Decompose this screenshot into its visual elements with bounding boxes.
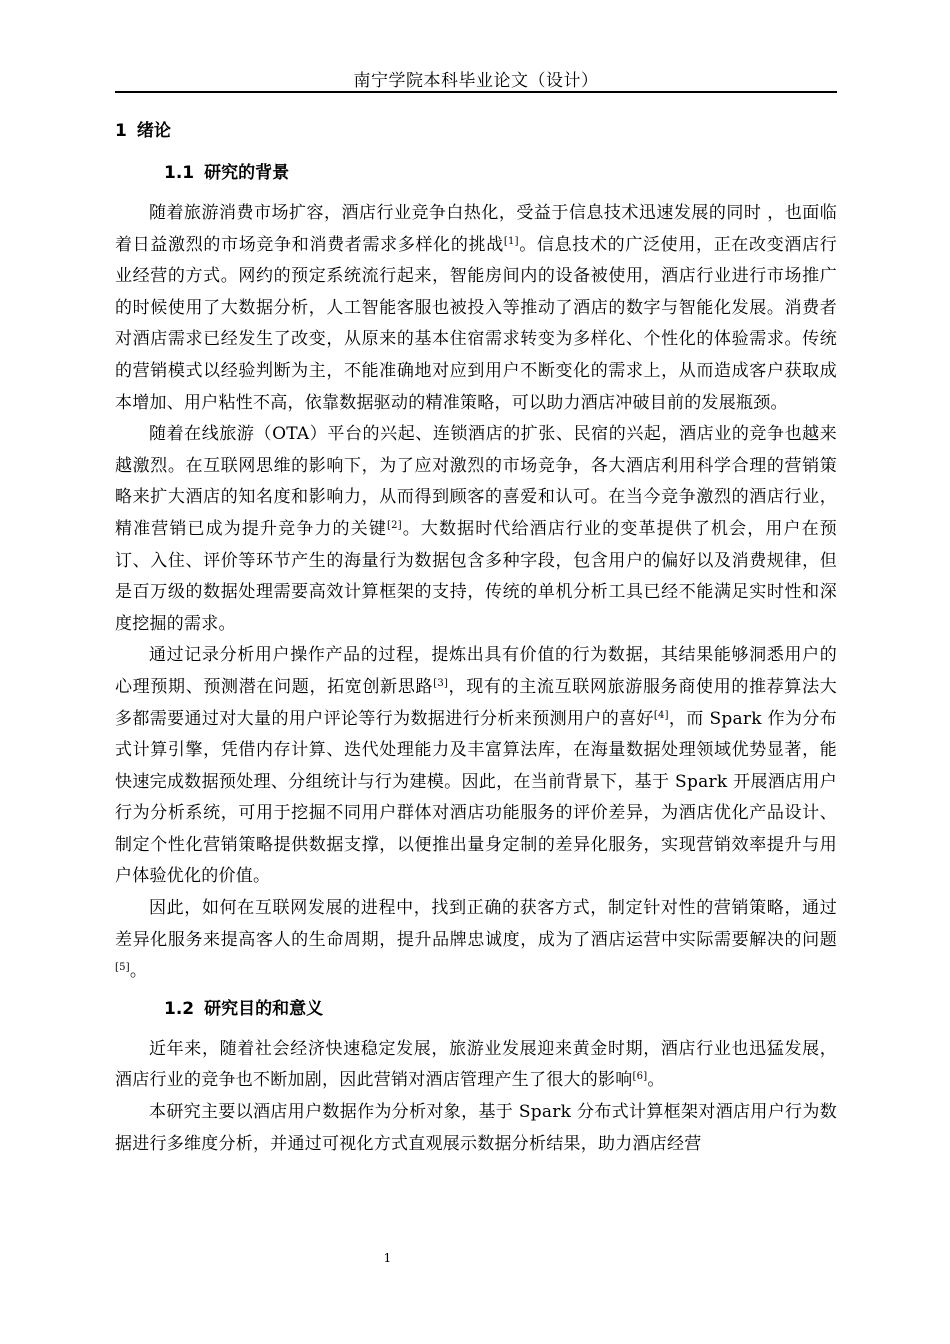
citation-2: [2] bbox=[386, 519, 402, 531]
paragraph-text: 通过记录分析用户操作产品的过程，提炼出具有价值的行为数据，其结果能够洞悉用户的心理预期、预测潜在问题，拓宽创新思路 bbox=[115, 645, 837, 697]
subsection-heading-1-1 bbox=[115, 160, 837, 186]
subsection-number: 1.1 bbox=[164, 163, 195, 183]
paragraph-text: 随着旅游消费市场扩容，酒店行业竞争白热化，受益于信息技术迅速发展的同时 ，也面临着日益激烈的市场竞争和消费者需求多样化的挑战 bbox=[115, 203, 837, 255]
page-number: 1 bbox=[383, 1251, 392, 1265]
paragraph-text: 近年来，随着社会经济快速稳定发展，旅游业发展迎来黄金时期，酒店行业也迅猛发展，酒店行业的竞争也不断加剧，因此营销对酒店管理产生了很大的影响 bbox=[115, 1038, 837, 1091]
page-footer bbox=[0, 1251, 775, 1265]
header-rule bbox=[115, 91, 837, 93]
paragraph-2 bbox=[115, 419, 837, 640]
paragraph-text: ，而 Spark 作为分布式计算引擎，凭借内存计算、迭代处理能力及丰富算法库，在海量数据处理领域优势显著，能快速完成数据预处理、分组统计与行为建模。因此，在当前背景下，基于 Spark 开展酒店用户行为分析系统，可用于挖掘不同用户群体对酒店功能服务的评价差异，为酒店优化产品设计、制定个性化营销策略提供数据支撑，以便推出量身定制的差异化服务，实现营销效率提升与用户体验优化的价值。 bbox=[115, 708, 837, 887]
subsection-title: 研究的背景 bbox=[204, 163, 290, 183]
subsection-title: 研究目的和意义 bbox=[204, 998, 324, 1019]
paragraph-text: 。 bbox=[647, 1070, 665, 1091]
paragraph-text: 随着在线旅游（OTA）平台的兴起、连锁酒店的扩张、民宿的兴起，酒店业的竞争也越来越激烈。在互联网思维的影响下，为了应对激烈的市场竞争，各大酒店利用科学合理的营销策略来扩大酒店的知名度和影响力，从而得到顾客的喜爱和认可。在当今竞争激烈的酒店行业，精准营销已成为提升竞争力的关键 bbox=[115, 424, 837, 539]
paragraph-5 bbox=[115, 1034, 837, 1097]
paragraph-4 bbox=[115, 893, 837, 988]
citation-1: [1] bbox=[503, 235, 519, 247]
citation-6: [6] bbox=[632, 1071, 648, 1083]
citation-3: [3] bbox=[433, 677, 449, 689]
citation-5: [5] bbox=[115, 962, 130, 974]
paragraph-text: 。 bbox=[129, 961, 148, 982]
paragraph-text: 。信息技术的广泛使用，正在改变酒店行业经营的方式。网约的预定系统流行起来，智能房间内的设备被使用，酒店行业进行市场推广的时候使用了大数据分析，人工智能客服也被投入等推动了酒店的数字与智能化发展。消费者对酒店需求已经发生了改变，从原来的基本住宿需求转变为多样化、个性化的体验需求。传统的营销模式以经验判断为主，不能准确地对应到用户不断变化的需求上，从而造成客户获取成本增加、用户粘性不高，依靠数据驱动的精准策略，可以助力酒店冲破目前的发展瓶颈。 bbox=[115, 234, 838, 413]
section-title: 绪论 bbox=[136, 121, 171, 141]
citation-4: [4] bbox=[653, 709, 669, 721]
paragraph-3 bbox=[115, 640, 837, 893]
paragraph-text: 本研究主要以酒店用户数据作为分析对象，基于 Spark 分布式计算框架对酒店用户行为数据进行多维度分析，并通过可视化方式直观展示数据分析结果，助力酒店经营 bbox=[115, 1102, 837, 1154]
paragraph-text: 。大数据时代给酒店行业的变革提供了机会，用户在预订、入住、评价等环节产生的海量行为数据包含多种字段，包含用户的偏好以及消费规律，但是百万级的数据处理需要高效计算框架的支持，传统的单机分析工具已经不能满足实时性和深度挖掘的需求。 bbox=[115, 518, 837, 634]
paragraph-text: 因此，如何在互联网发展的进程中，找到正确的获客方式，制定针对性的营销策略，通过差异化服务来提高客人的生命周期，提升品牌忠诚度，成为了酒店运营中实际需要解决的问题 bbox=[115, 898, 837, 950]
section-number: 1 bbox=[115, 121, 127, 141]
paragraph-1 bbox=[115, 198, 837, 419]
paragraph-text: ，现有的主流互联网旅游服务商使用的推荐算法大多都需要通过对大量的用户评论等行为数据进行分析来预测用户的喜好 bbox=[115, 676, 838, 729]
section-gap bbox=[115, 988, 837, 996]
subsection-heading-1-2 bbox=[115, 996, 837, 1022]
subsection-number: 1.2 bbox=[164, 998, 195, 1019]
page-body bbox=[115, 118, 837, 1160]
section-heading-1 bbox=[115, 118, 837, 144]
running-header: 南宁学院本科毕业论文（设计） bbox=[353, 71, 599, 91]
paragraph-6 bbox=[115, 1097, 837, 1160]
